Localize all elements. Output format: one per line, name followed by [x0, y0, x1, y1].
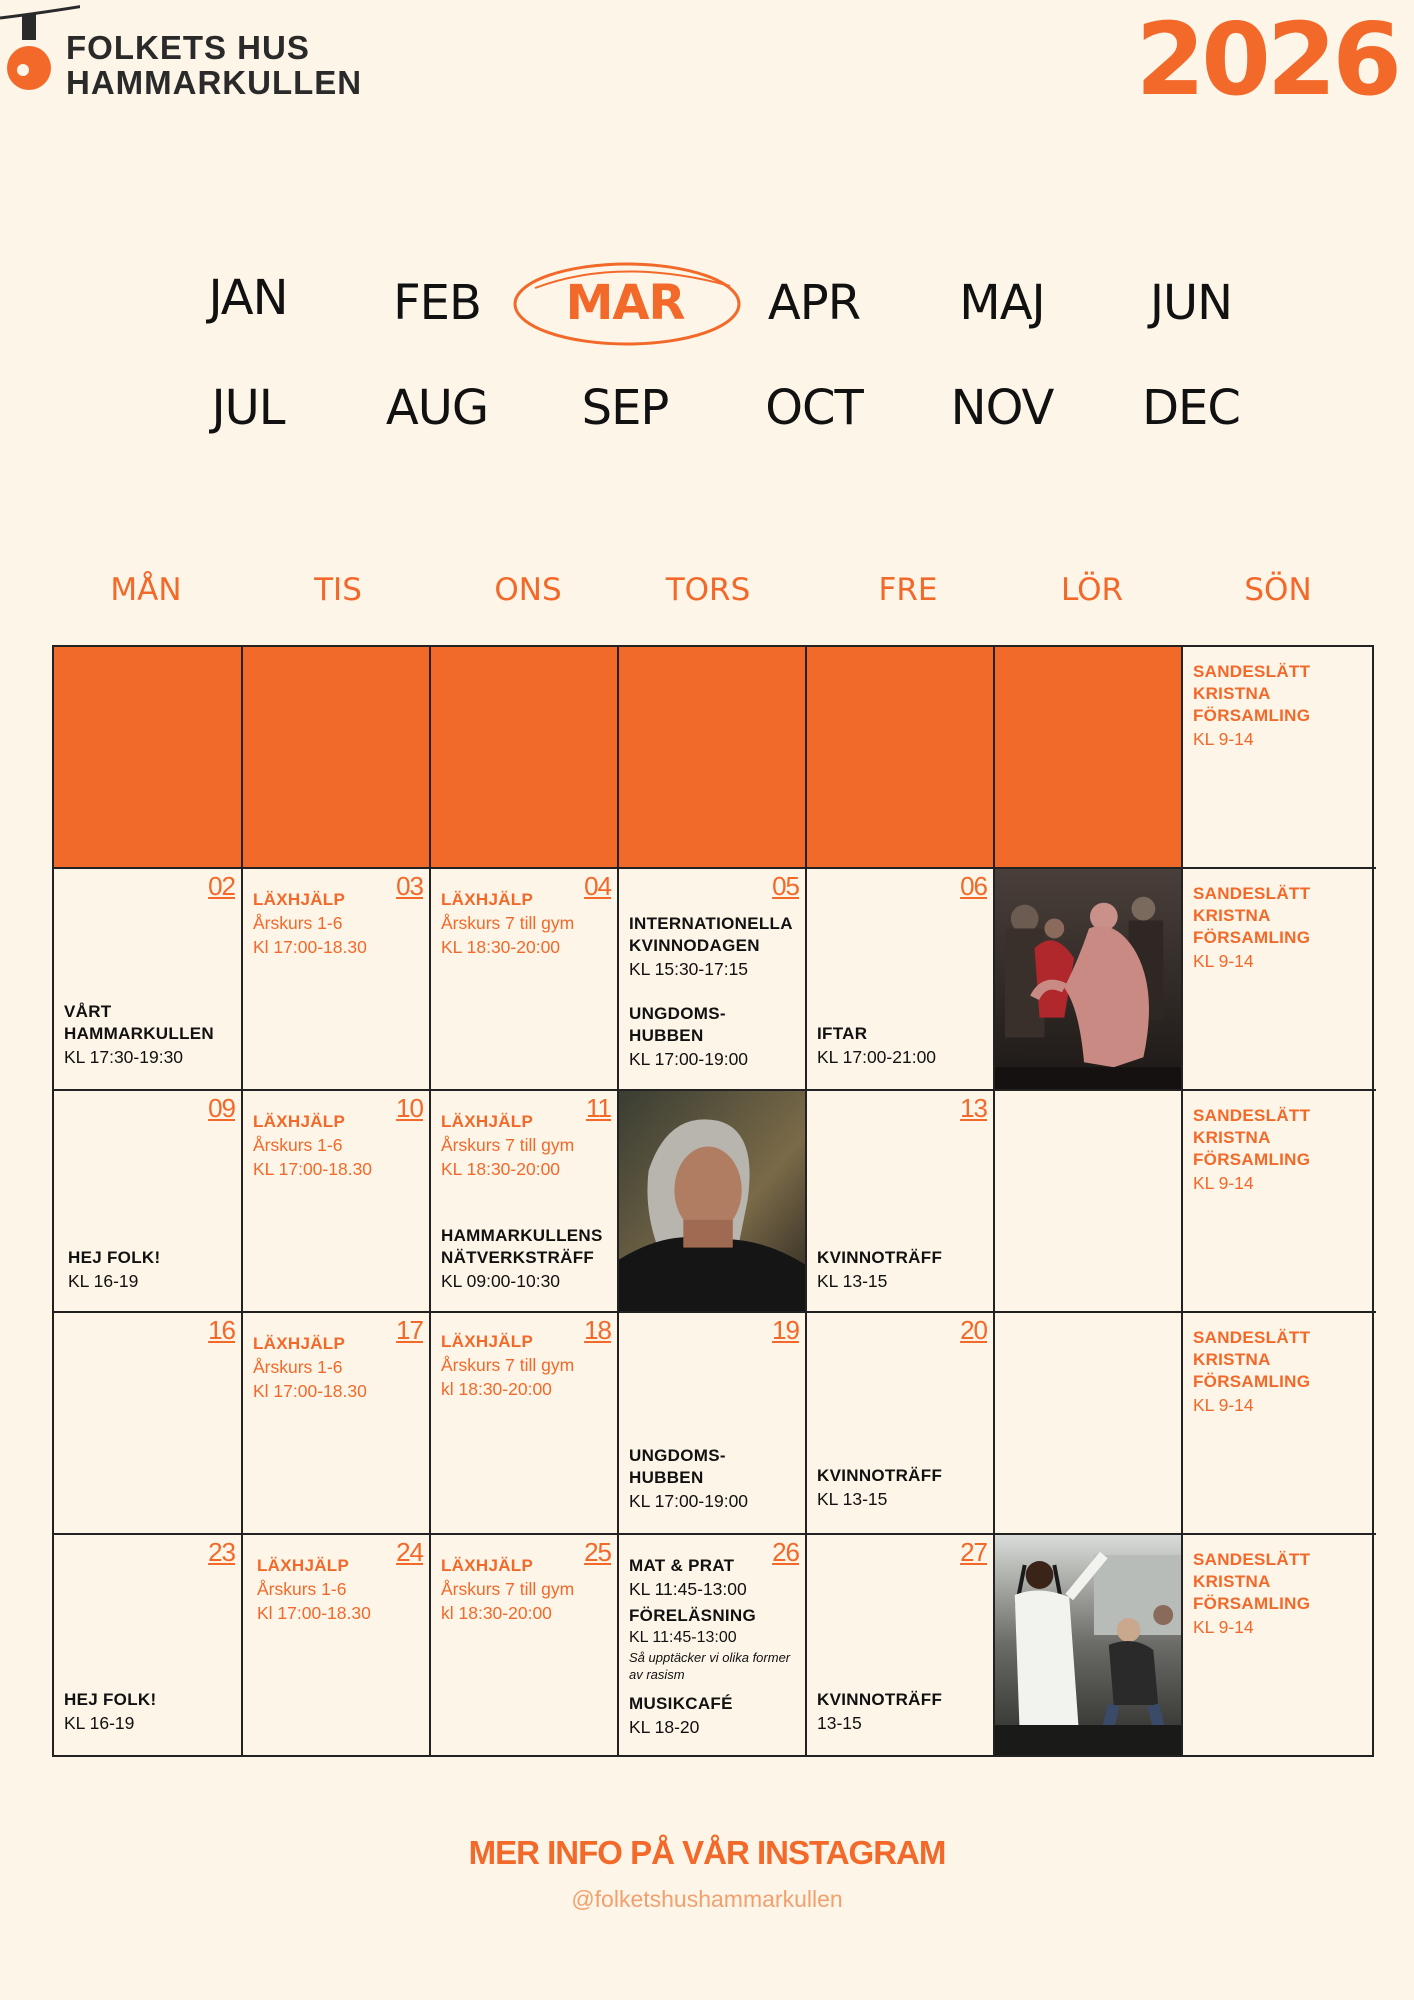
calendar-cell-14[interactable] [995, 1091, 1183, 1313]
event-title: SANDESLÄTT KRISTNA FÖRSAMLING [1193, 662, 1311, 725]
day-number: 10 [396, 1093, 423, 1123]
day-number: 04 [584, 871, 611, 901]
logo-line-2: HAMMARKULLEN [66, 64, 363, 101]
month-feb[interactable]: FEB [393, 275, 481, 331]
event-time: 13-15 [817, 1713, 862, 1733]
calendar-grid [52, 645, 1374, 1757]
day-number: 16 [208, 1315, 235, 1345]
month-maj[interactable]: MAJ [959, 275, 1045, 331]
event-time: KL 17:00-21:00 [817, 1047, 937, 1067]
calendar-cell-27[interactable] [807, 1535, 995, 1755]
weekday-fri: FRE [878, 572, 938, 608]
calendar-cell-empty [243, 647, 431, 869]
event-title: HEJ FOLK! [64, 1690, 157, 1709]
calendar-cell-23[interactable] [54, 1535, 243, 1755]
event-title: HAMMARKULLENS NÄTVERKSTRÄFF [441, 1226, 603, 1267]
calendar-cell-sun-8[interactable] [1183, 869, 1376, 1091]
event-title: LÄXHJÄLP [253, 1334, 346, 1353]
year-title: 2026 [1135, 1, 1398, 118]
event-title: UNGDOMS- HUBBEN [629, 1446, 726, 1487]
calendar-cell-09[interactable] [54, 1091, 243, 1313]
music-cafe-photo [995, 1535, 1181, 1755]
event-time: Kl 17:00-18.30 [257, 1603, 371, 1623]
event-title: MUSIKCAFÉ [629, 1694, 733, 1713]
event-subtitle: Årskurs 7 till gym [441, 1579, 575, 1599]
calendar-cell-06[interactable] [807, 869, 995, 1091]
calendar-cell-11[interactable] [431, 1091, 619, 1313]
weekday-thu: TORS [665, 572, 751, 608]
event-title: FÖRELÄSNING [629, 1606, 757, 1625]
event-title: HEJ FOLK! [68, 1248, 161, 1267]
event-time: KL 17:00-18.30 [253, 1159, 373, 1179]
event-time: KL 16-19 [64, 1713, 135, 1733]
event-title: KVINNOTRÄFF [817, 1466, 943, 1485]
event-time: KL 17:30-19:30 [64, 1047, 184, 1067]
event-time: KL 13-15 [817, 1489, 888, 1509]
calendar-cell-empty [619, 647, 807, 869]
day-number: 13 [960, 1093, 987, 1123]
event-time: KL 9-14 [1193, 1617, 1254, 1637]
event-time: Kl 17:00-18.30 [253, 1381, 367, 1401]
calendar-cell-26[interactable] [619, 1535, 807, 1755]
calendar-cell-sun-15[interactable] [1183, 1091, 1376, 1313]
month-sep[interactable]: SEP [581, 380, 669, 436]
weekday-tue: TIS [314, 572, 362, 608]
day-number: 27 [960, 1537, 987, 1567]
day-number: 17 [396, 1315, 423, 1345]
event-title: KVINNOTRÄFF [817, 1690, 943, 1709]
weekday-mon: MÅN [110, 572, 182, 608]
calendar-cell-03[interactable] [243, 869, 431, 1091]
instagram-handle-link[interactable]: @folketshushammarkullen [571, 1886, 843, 1912]
day-number: 19 [772, 1315, 799, 1345]
day-number: 03 [396, 871, 423, 901]
day-number: 06 [960, 871, 987, 901]
weekday-sun: SÖN [1244, 572, 1312, 608]
month-dec[interactable]: DEC [1142, 380, 1240, 436]
event-time: KL 09:00-10:30 [441, 1271, 561, 1291]
calendar-cell-13[interactable] [807, 1091, 995, 1313]
event-subtitle: Årskurs 7 till gym [441, 913, 575, 933]
event-subtitle: Årskurs 7 till gym [441, 1135, 575, 1155]
weekday-wed: ONS [494, 572, 562, 608]
day-number: 20 [960, 1315, 987, 1345]
day-number: 25 [584, 1537, 611, 1567]
footer-title: MER INFO PÅ VÅR INSTAGRAM [468, 1834, 946, 1871]
calendar-cell-photo-dance [995, 869, 1183, 1091]
event-title: LÄXHJÄLP [257, 1556, 350, 1575]
event-time: KL 17:00-19:00 [629, 1491, 749, 1511]
calendar-cell-empty [54, 647, 243, 869]
day-number: 24 [396, 1537, 423, 1567]
calendar-cell-24[interactable] [243, 1535, 431, 1755]
event-time: Kl 17:00-18.30 [253, 937, 367, 957]
event-title: SANDESLÄTT KRISTNA FÖRSAMLING [1193, 1550, 1311, 1613]
calendar-cell-sun-1[interactable] [1183, 647, 1376, 869]
month-jul[interactable]: JUL [211, 380, 285, 436]
calendar-cell-empty [995, 647, 1183, 869]
event-title: INTERNATIONELLA KVINNODAGEN [629, 914, 793, 955]
woman-portrait-photo [619, 1091, 805, 1311]
event-title: IFTAR [817, 1024, 868, 1043]
calendar-cell-21[interactable] [995, 1313, 1183, 1535]
event-title: LÄXHJÄLP [441, 1332, 534, 1351]
calendar-cell-10[interactable] [243, 1091, 431, 1313]
event-title: KVINNOTRÄFF [817, 1248, 943, 1267]
event-time: kl 18:30-20:00 [441, 1603, 552, 1623]
day-number: 11 [586, 1093, 611, 1123]
calendar-cell-25[interactable] [431, 1535, 619, 1755]
event-title: UNGDOMS- HUBBEN [629, 1004, 726, 1045]
event-time: KL 9-14 [1193, 1173, 1254, 1193]
calendar-cell-17[interactable] [243, 1313, 431, 1535]
event-time: KL 13-15 [817, 1271, 888, 1291]
event-subtitle: Årskurs 7 till gym [441, 1355, 575, 1375]
dancing-crowd-photo [995, 869, 1181, 1089]
logo-line-1: FOLKETS HUS [66, 29, 310, 66]
event-subtitle: Årskurs 1-6 [253, 1135, 343, 1155]
event-time: KL 18:30-20:00 [441, 1159, 561, 1179]
event-subtitle: Årskurs 1-6 [257, 1579, 347, 1599]
calendar-cell-19[interactable] [619, 1313, 807, 1535]
event-title: SANDESLÄTT KRISTNA FÖRSAMLING [1193, 1328, 1311, 1391]
event-title: VÅRT HAMMARKULLEN [64, 1002, 214, 1043]
calendar-cell-empty [807, 647, 995, 869]
month-jun[interactable]: JUN [1149, 275, 1233, 331]
day-number: 02 [208, 871, 235, 901]
event-time: kl 18:30-20:00 [441, 1379, 552, 1399]
event-subtitle: Årskurs 1-6 [253, 1357, 343, 1377]
month-jan[interactable]: JAN [208, 270, 288, 326]
day-number: 05 [772, 871, 799, 901]
month-apr[interactable]: APR [767, 275, 861, 331]
event-title: LÄXHJÄLP [441, 1112, 534, 1131]
month-mar[interactable]: MAR [565, 275, 685, 331]
event-title: LÄXHJÄLP [253, 1112, 346, 1131]
event-subtitle: Årskurs 1-6 [253, 913, 343, 933]
calendar-cell-photo-portrait [619, 1091, 807, 1313]
weekday-sat: LÖR [1060, 572, 1124, 608]
day-number: 23 [208, 1537, 235, 1567]
event-time: KL 16-19 [68, 1271, 139, 1291]
event-time: KL 17:00-19:00 [629, 1049, 749, 1069]
logo [0, 0, 363, 110]
event-title: SANDESLÄTT KRISTNA FÖRSAMLING [1193, 884, 1311, 947]
event-time: KL 18-20 [629, 1717, 700, 1737]
calendar-cell-05[interactable] [619, 869, 807, 1091]
calendar-cell-photo-music [995, 1535, 1183, 1755]
event-title: LÄXHJÄLP [253, 890, 346, 909]
event-note: Så upptäcker vi olika former av rasism [629, 1650, 791, 1682]
calendar-cell-20[interactable] [807, 1313, 995, 1535]
month-oct[interactable]: OCT [765, 380, 863, 436]
event-title: MAT & PRAT [629, 1556, 735, 1575]
event-time: KL 11:45-13:00 [629, 1579, 747, 1599]
event-time: KL 9-14 [1193, 951, 1254, 971]
calendar-cell-04[interactable] [431, 869, 619, 1091]
calendar-cell-02[interactable] [54, 869, 243, 1091]
month-nov[interactable]: NOV [950, 380, 1054, 436]
day-number: 18 [584, 1315, 611, 1345]
event-time: KL 11:45-13:00 [629, 1629, 737, 1646]
event-time: KL 15:30-17:15 [629, 959, 749, 979]
calendar-cell-empty [431, 647, 619, 869]
logo-text [66, 30, 362, 100]
event-time: KL 9-14 [1193, 1395, 1254, 1415]
month-aug[interactable]: AUG [385, 380, 489, 436]
event-title: LÄXHJÄLP [441, 890, 534, 909]
day-number: 09 [208, 1093, 235, 1123]
calendar-cell-sun-22[interactable] [1183, 1313, 1376, 1535]
calendar-cell-16[interactable] [54, 1313, 243, 1535]
event-title: LÄXHJÄLP [441, 1556, 534, 1575]
day-number: 26 [772, 1537, 799, 1567]
calendar-cell-sun-29[interactable] [1183, 1535, 1376, 1755]
event-time: KL 9-14 [1193, 729, 1254, 749]
event-time: KL 18:30-20:00 [441, 937, 561, 957]
event-title: SANDESLÄTT KRISTNA FÖRSAMLING [1193, 1106, 1311, 1169]
calendar-cell-18[interactable] [431, 1313, 619, 1535]
